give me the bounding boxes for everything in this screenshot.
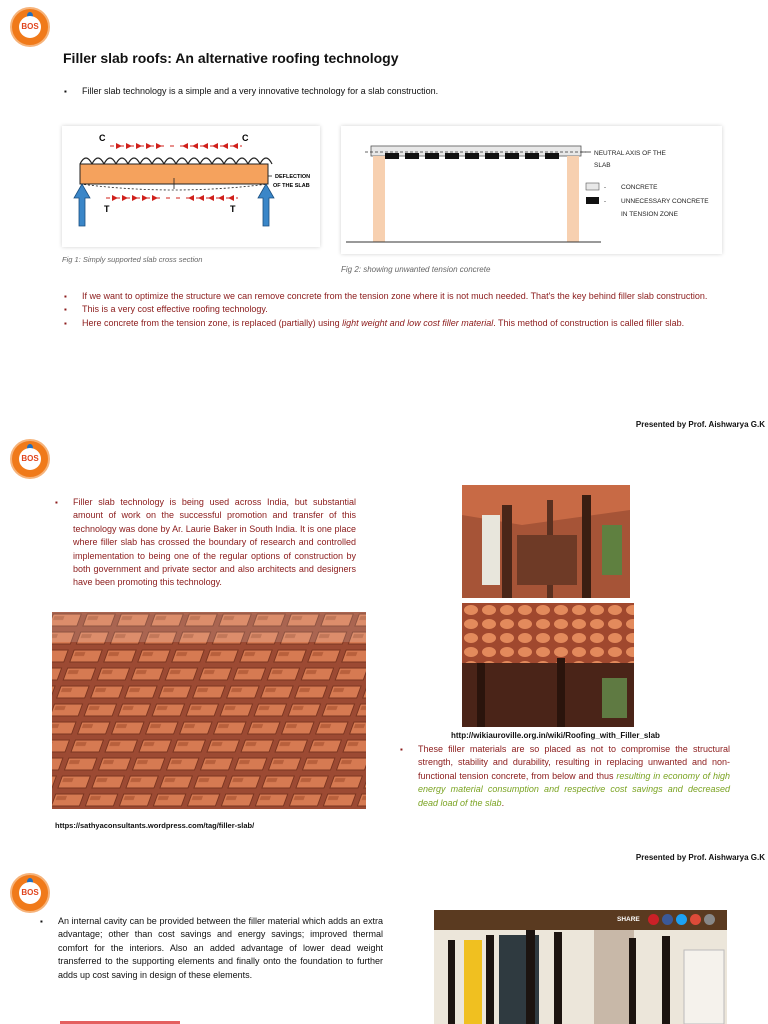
brick-pattern — [52, 612, 366, 809]
label-t-right: T — [230, 204, 236, 214]
legend-unnecessary-label-1: UNNECESSARY CONCRETE — [621, 198, 709, 205]
filler-slab-brick-photo — [52, 612, 366, 809]
svg-text:-: - — [604, 199, 606, 205]
bullet3-text-post: . This method of construction is called filler slab. — [493, 317, 685, 328]
logo-text: BOS — [19, 16, 41, 38]
bullet-filler-placement — [398, 743, 730, 810]
bullet-internal-cavity: ▪ An internal cavity can be provided between the filler material which adds an extra advantage; other than cost savings and energy savings; improved thermal comfort for the interiors. Also an added advantage of lower dead weight transferred to the supporting elements and finally onto the foundation to further adds up cost saving in design of these elements. — [38, 915, 383, 982]
label-c-left: C — [99, 133, 106, 143]
bos-logo — [10, 439, 50, 479]
bullet2-text-pre: These filler materials are so placed as not to compromise the structural strength, stability and durability, resulting in replacing unwanted and non-functional tension concrete, from below and thus — [418, 744, 730, 781]
figure-2-caption: Fig 2: showing unwanted tension concrete — [341, 265, 491, 274]
auroville-ceiling-photo-2 — [462, 603, 634, 727]
presented-by-2: Presented by Prof. Aishwarya G.K — [635, 853, 765, 862]
bullet2-text-post: . — [501, 797, 505, 808]
figure-2-tension-concrete — [341, 126, 722, 254]
intro-bullet: ▪ Filler slab technology is a simple and a very innovative technology for a slab construction. — [62, 85, 722, 98]
email-share-icon[interactable] — [704, 914, 715, 925]
deflection-label-1: DEFLECTION — [275, 174, 311, 180]
slide2-right-bullet-list — [398, 743, 730, 810]
neutral-axis-label-1: NEUTRAL AXIS OF THE — [594, 150, 666, 157]
google-share-icon[interactable] — [690, 914, 701, 925]
bos-logo — [10, 873, 50, 913]
page-title: Filler slab roofs: An alternative roofing technology — [63, 50, 399, 66]
photo-credit-right[interactable]: http://wikiauroville.org.in/wiki/Roofing_with_Filler_slab — [451, 731, 660, 740]
facebook-share-icon[interactable] — [662, 914, 673, 925]
legend-unnecessary-swatch — [586, 197, 599, 204]
figure-1-slab-section — [62, 126, 320, 247]
slide2-bullet-list — [53, 496, 356, 590]
bos-logo — [10, 7, 50, 47]
logo-text: BOS — [19, 448, 41, 470]
photo-credit-left[interactable]: https://sathyaconsultants.wordpress.com/tag/filler-slab/ — [55, 821, 255, 830]
bullet-filler-definition — [62, 317, 718, 330]
legend-concrete-swatch — [586, 183, 599, 190]
figure-2-diagram — [341, 126, 722, 254]
bullet-optimize: ▪ If we want to optimize the structure we can remove concrete from the tension zone where it is not much needed. That's the key behind filler slab construction. — [62, 290, 718, 303]
legend-concrete-label: CONCRETE — [621, 184, 658, 191]
bullet-laurie-baker: ▪ Filler slab technology is being used across India, but substantial amount of work on the successful promotion and transfer of this technology was done by Ar. Laurie Baker in South India. It is one place where filler slab has crossed the boundary of research and controlled implementation to being one of the regular options of construction by both government and private sector and also architects and designers have been promoting this technology. — [53, 496, 356, 590]
svg-text:-: - — [604, 185, 606, 191]
logo-text: BOS — [19, 882, 41, 904]
label-c-right: C — [242, 133, 249, 143]
neutral-axis-label-2: SLAB — [594, 162, 611, 169]
deflection-label-2: OF THE SLAB — [273, 183, 310, 189]
label-t-left: T — [104, 204, 110, 214]
interior-columns-photo — [434, 910, 727, 1024]
bullet2-green-text: resulting in economy of high energy material consumption and respective cost savings and decreased dead load of the slab — [418, 770, 730, 808]
legend-unnecessary-label-2: IN TENSION ZONE — [621, 211, 678, 218]
pinterest-share-icon[interactable] — [648, 914, 659, 925]
intro-list — [62, 85, 722, 98]
slide1-bullet-list — [62, 290, 718, 330]
bullet-cost-effective: ▪ This is a very cost effective roofing technology. — [62, 303, 718, 316]
presented-by-1: Presented by Prof. Aishwarya G.K — [635, 420, 765, 429]
cutoff-text-fragment — [60, 1018, 360, 1024]
share-label: SHARE — [617, 916, 640, 923]
slide3-bullet-list — [38, 915, 383, 982]
twitter-share-icon[interactable] — [676, 914, 687, 925]
bullet3-text-pre: Here concrete from the tension zone, is replaced (partially) using — [82, 317, 343, 328]
auroville-building-photo-1 — [462, 485, 630, 598]
figure-1-caption: Fig 1: Simply supported slab cross section — [62, 255, 203, 264]
figure-1-diagram — [62, 126, 320, 247]
bullet3-italic: light weight and low cost filler material — [342, 317, 494, 328]
